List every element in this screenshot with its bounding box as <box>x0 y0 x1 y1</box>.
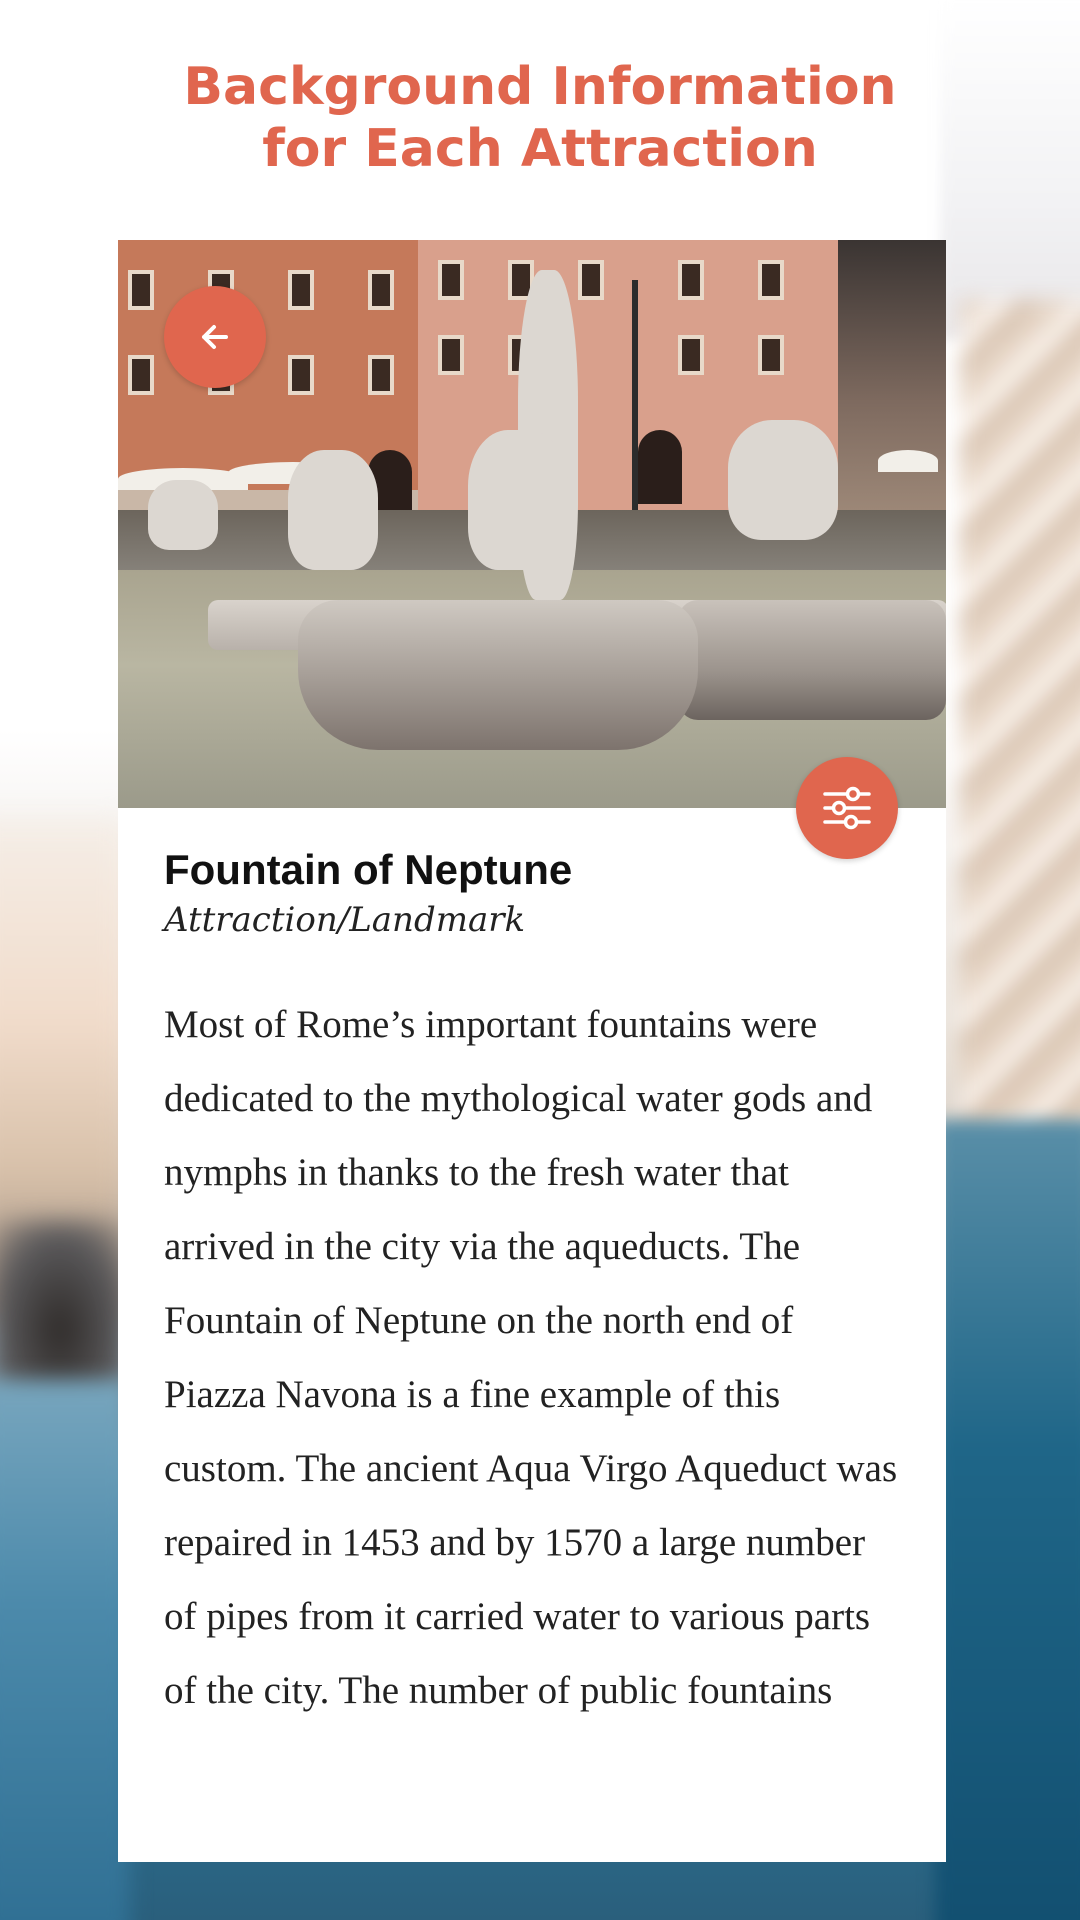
background-building-right <box>960 300 1080 1200</box>
photo-window <box>438 260 464 300</box>
photo-window <box>128 355 154 395</box>
photo-window <box>368 270 394 310</box>
photo-statue <box>148 480 218 550</box>
attraction-description: Most of Rome’s important fountains were dedicated to the mythological water gods and nymphs in thanks to the fresh water that arrived in the city via the aqueducts. The Fountain of Neptune on the north end of Piazza Navona is a fine example of this custom. The ancient Aqua Virgo Aqueduct was repaired in 1453 and by 1570 a large number of pipes from it carried water to various parts of the city. The number of public fountains <box>164 1003 898 1712</box>
sliders-icon <box>821 782 873 834</box>
photo-umbrella <box>878 450 938 472</box>
attraction-card <box>118 240 946 1862</box>
photo-window <box>288 355 314 395</box>
photo-window <box>678 335 704 375</box>
photo-statue <box>728 420 838 540</box>
photo-window <box>368 355 394 395</box>
photo-basin-side <box>678 600 946 720</box>
photo-statue <box>288 450 378 570</box>
attraction-category: Attraction/Landmark <box>164 900 526 940</box>
photo-window <box>288 270 314 310</box>
photo-basin-front <box>298 600 698 750</box>
photo-window <box>438 335 464 375</box>
page-title-line-1: Background Information <box>183 57 897 117</box>
back-button[interactable] <box>164 286 266 388</box>
background-water-right <box>935 1120 1080 1920</box>
photo-window <box>128 270 154 310</box>
photo-window <box>758 335 784 375</box>
photo-window <box>678 260 704 300</box>
background-water-left <box>0 1380 130 1920</box>
filter-button[interactable] <box>796 757 898 859</box>
photo-archway <box>638 430 682 504</box>
attraction-details <box>164 844 904 1728</box>
page-title <box>0 56 1080 180</box>
arrow-left-icon <box>195 317 235 357</box>
page-title-line-2: for Each Attraction <box>262 119 818 179</box>
photo-horse-statue <box>468 430 568 570</box>
attraction-name: Fountain of Neptune <box>164 846 573 893</box>
photo-window <box>758 260 784 300</box>
photo-window <box>578 260 604 300</box>
